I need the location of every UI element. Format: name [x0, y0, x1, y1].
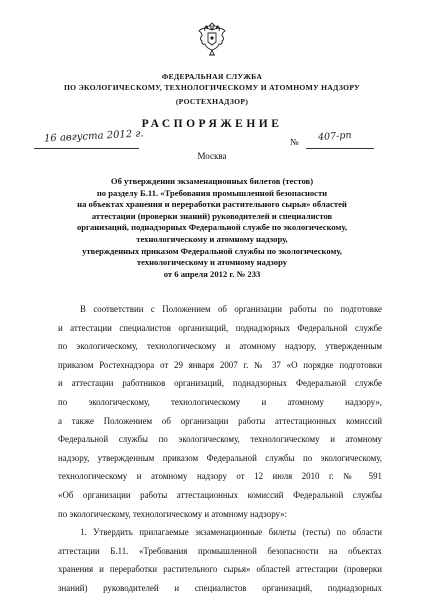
agency-name-line: ПО ЭКОЛОГИЧЕСКОМУ, ТЕХНОЛОГИЧЕСКОМУ И АТОМНОМУ НАДЗОРУ — [63, 83, 361, 92]
document-type-title: РАСПОРЯЖЕНИЕ — [141, 118, 283, 130]
body-text-line: В соответствии с Положением об организации работы по подготовке — [80, 304, 382, 314]
body-text-line: хранения и переработки растительного сырья» областей аттестации (проверки — [58, 564, 382, 575]
subject-line: на объектах хранения и переработки растительного сырья» областей — [77, 199, 347, 210]
body-text-line: а также Положением об организации работы аттестационных комиссий — [58, 415, 382, 426]
body-text-line: приказом Ростехнадзора от 29 января 2007 г. № 37 «О порядке подготовки — [58, 359, 382, 370]
body-text-line: и аттестации работников организаций, поднадзорных Федеральной службе — [58, 378, 382, 389]
body-text-line: Федеральной службы по экологическому, технологическому и атомному — [58, 434, 382, 445]
subject-line: Об утверждении экзаменационных билетов (тестов) — [110, 176, 314, 186]
subject-line: утвержденных приказом Федеральной службы по экологическому, — [82, 245, 342, 256]
subject-line: технологическому и атомному надзору — [136, 257, 288, 268]
body-text-line: по экологическому, технологическому и атомному надзору»: — [58, 508, 288, 519]
subject-line: аттестации (проверки знаний) руководителей и специалистов — [91, 210, 333, 221]
body-text-line: по экологическому, технологическому и атомному надзору», — [58, 397, 382, 407]
subject-line: от 6 апреля 2012 г. № 233 — [163, 268, 261, 279]
body-text-line: знаний) руководителей и специалистов организаций, поднадзорных — [58, 583, 382, 593]
body-text-line: технологическому и атомному надзору от 12 июля 2010 г. № 591 — [58, 471, 382, 482]
body-text-line: «Об организации работы аттестационных комиссий Федеральной службы — [58, 490, 382, 500]
body-text-line: и аттестации специалистов организаций, поднадзорных Федеральной службе — [58, 322, 382, 333]
body-text-line: надзору, утвержденным приказом Федеральной службы по экологическому, — [58, 452, 382, 463]
body-text-line: 1. Утвердить прилагаемые экзаменационные билеты (тесты) по области — [80, 527, 382, 538]
city-name: Москва — [197, 151, 227, 161]
number-sign: № — [290, 137, 299, 147]
handwritten-number: 407-рп — [317, 129, 352, 144]
subject-line: организаций, поднадзорных Федеральной службе по экологическому, — [76, 222, 347, 233]
handwritten-date: 16 августа 2012 г. — [43, 128, 144, 145]
body-text-line: по экологическому, технологическому и атомному надзору, утвержденным — [58, 341, 382, 352]
subject-line: по разделу Б.11. «Требования промышленной безопасности — [96, 187, 328, 198]
agency-name-line: ФЕДЕРАЛЬНАЯ СЛУЖБА — [161, 72, 263, 81]
body-text-line: аттестации Б.11. «Требования промышленной безопасности на объектах — [58, 545, 382, 556]
subject-line: технологическому и атомному надзору, — [136, 234, 288, 244]
agency-abbreviation: (РОСТЕХНАДЗОР) — [175, 97, 249, 106]
coat-of-arms-icon — [196, 22, 228, 58]
